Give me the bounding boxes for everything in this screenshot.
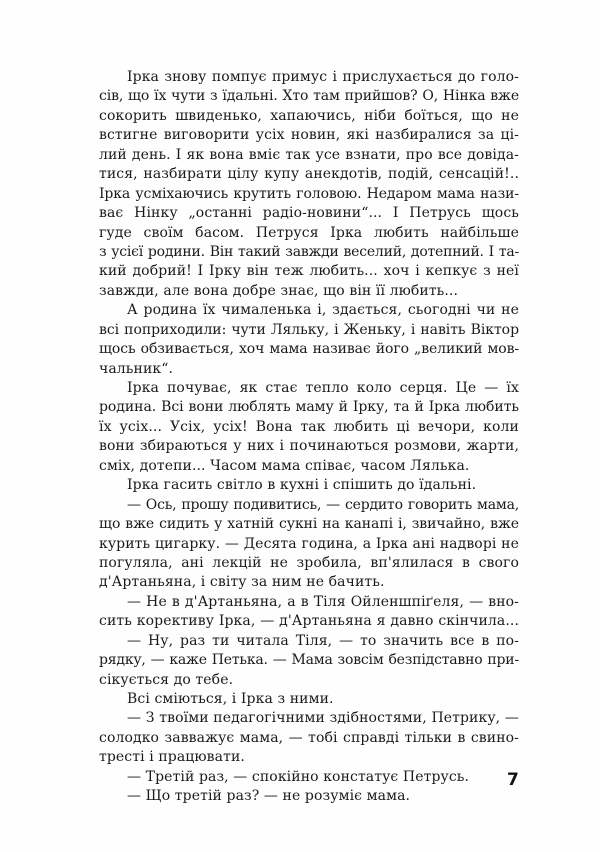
text-line: тресті і працювати. — [99, 749, 245, 766]
text-line: завжди, але вона добре знає, що він її любить... — [99, 282, 459, 299]
text-line: сікується до тебе. — [99, 671, 234, 688]
text-line: Всі сміються, і Ірка з ними. — [127, 691, 334, 707]
text-line: ває Нінку „останні радіо-новини“... І Петрусь щось — [99, 205, 519, 222]
text-line: — Ось, прошу подивитись, — сердито говорить мама, — [127, 496, 519, 513]
text-line: д'Артаньяна, і світу за ним не бачить. — [99, 574, 385, 591]
body-text — [99, 68, 519, 807]
text-line: — Ну, раз ти читала Тіля, — то значить все в по- — [127, 632, 519, 649]
text-line: кий добрий! І Ірку він теж любить... хоч і кепкує з неї — [99, 263, 519, 280]
text-line: Ірка знову помпує примус і прислухається до голо- — [127, 69, 519, 85]
text-line: — Що третій раз? — не розуміє мама. — [127, 788, 411, 805]
text-line: сміх, дотепи... Часом мама співає, часом Лялька. — [99, 457, 470, 474]
text-line: сить корективу Ірка, — д'Артаньяна я давно скінчила... — [99, 613, 519, 630]
text-line: Ірка почуває, як стає тепло коло серця. Це — їх — [127, 380, 519, 396]
text-line: чальник“. — [99, 360, 174, 377]
text-line: — Третій раз, — спокійно констатує Петрусь. — [127, 768, 470, 785]
text-line: А родина їх чималенька і, здається, сьогодні чи не — [127, 302, 519, 319]
text-line: всі поприходили: чути Ляльку, і Женьку, і навіть Віктор — [99, 321, 519, 338]
text-line: Ірка гасить світло в кухні і спішить до їдальні. — [127, 477, 477, 494]
text-line: вони збираються у них і починаються розмови, жарти, — [99, 438, 519, 455]
text-line: Ірка усміхаючись крутить головою. Недаром мама нази- — [99, 185, 519, 202]
text-line: з усієї родини. Він такий завжди веселий, дотепний. І та- — [99, 243, 519, 260]
text-line: погуляла, ані лекцій не зробила, вп'ялилася в свого — [99, 554, 519, 571]
text-line: щось обзивається, хоч мама називає його „великий мов- — [99, 341, 519, 358]
text-line: що вже сидить у хатній сукні на канапі і, звичайно, вже — [99, 516, 519, 533]
text-line: їх усіх... Усіх, усіх! Вона так любить ці вечори, коли — [99, 418, 519, 435]
text-line: рядку, — каже Петька. — Мама зовсім безпідставно при- — [99, 652, 519, 669]
page-number: 7 — [507, 770, 519, 790]
text-line: встигне виговорити усіх новин, які назбиралися за ці- — [99, 127, 519, 144]
text-line: сокорить швиденько, хапаючись, ніби боїться, що не — [99, 107, 519, 124]
text-line: лий день. І як вона вміє так усе взнати, про все довіда- — [99, 146, 519, 163]
text-line: тися, назбирати цілу купу анекдотів, подій, сенсацій!.. — [99, 166, 519, 183]
text-line: гуде своїм басом. Петруся Ірка любить найбільше — [99, 224, 519, 241]
text-line: — Не в д'Артаньяна, а в Тіля Ойленшпіґеля, — вно- — [127, 593, 519, 610]
text-line: — З твоїми педагогічними здібностями, Петрику, — — [127, 710, 519, 727]
text-line: сів, що їх чути з їдальні. Хто там прийшов? О, Нінка вже — [99, 88, 519, 105]
text-line: солодко завважує мама, — тобі справді тільки в свино- — [99, 729, 519, 746]
text-line: родина. Всі вони люблять маму й Ірку, та й Ірка любить — [99, 399, 519, 416]
text-line: курить цигарку. — Десята година, а Ірка ані надворі не — [99, 535, 519, 552]
